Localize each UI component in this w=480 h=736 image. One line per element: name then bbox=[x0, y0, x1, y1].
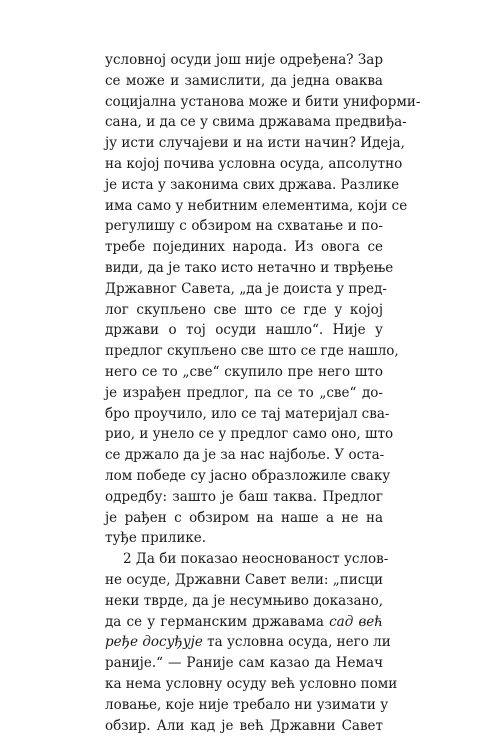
text-line bbox=[105, 424, 383, 445]
text-line bbox=[105, 549, 383, 570]
line-text: 2 Да би показао неоснованост услов- bbox=[123, 551, 388, 567]
line-text: условној осуди још није одређена? Зар bbox=[105, 52, 383, 68]
line-text: раније.“ — Раније сам казао да Немач bbox=[105, 655, 383, 671]
text-line bbox=[105, 716, 383, 736]
line-text: социјална установа може и бити униформи- bbox=[105, 94, 420, 110]
text-line bbox=[105, 50, 383, 71]
text-line bbox=[105, 695, 383, 716]
line-text: регулишу с обзиром на схватање и по- bbox=[105, 218, 383, 234]
line-text: неки тврде, да је несумњиво доказано, bbox=[105, 593, 383, 609]
text-line bbox=[105, 196, 383, 217]
text-line bbox=[105, 341, 383, 362]
text-line bbox=[105, 591, 383, 612]
line-text: је израђен предлог, па се то „све“ до- bbox=[105, 385, 383, 401]
line-text: не осуде, Државни Савет вели: „писци bbox=[105, 572, 383, 588]
text-line bbox=[105, 300, 383, 321]
text-line bbox=[105, 258, 383, 279]
line-text: Државног Савета, „да је доиста у пред- bbox=[105, 281, 387, 297]
line-text: је иста у законима свих држава. Разлике bbox=[105, 177, 399, 193]
text-line bbox=[105, 279, 383, 300]
line-text: него се то „све“ скупило пре него што bbox=[105, 364, 383, 380]
body-text bbox=[105, 50, 383, 736]
line-text: на којој почива условна осуда, апсолутно bbox=[105, 156, 402, 172]
line-text: се држало да је за нас најбоље. У оста- bbox=[105, 447, 384, 463]
line-text: је рађен с обзиром на наше а не на bbox=[105, 510, 383, 526]
text-line bbox=[105, 175, 383, 196]
line-text: да се у германским државама bbox=[105, 614, 329, 630]
text-line bbox=[105, 404, 383, 425]
text-line bbox=[105, 528, 383, 549]
text-line bbox=[105, 362, 383, 383]
line-text: одредбу: зашто је баш таква. Предлог bbox=[105, 489, 383, 505]
emphasis-text: сад већ bbox=[329, 614, 383, 630]
text-line bbox=[105, 133, 383, 154]
text-line bbox=[105, 71, 383, 92]
text-line bbox=[105, 674, 383, 695]
text-line bbox=[105, 632, 383, 653]
line-text: обзир. Али кад је већ Државни Савет bbox=[105, 718, 383, 734]
text-line bbox=[105, 112, 383, 133]
line-text: лог скупљено све што се где у којој bbox=[105, 302, 383, 318]
line-text: ју исти случајеви и на исти начин? Идеја, bbox=[105, 135, 405, 151]
text-line bbox=[105, 570, 383, 591]
text-line bbox=[105, 92, 383, 113]
line-text: види, да је тако исто нетачно и тврђење bbox=[105, 260, 393, 276]
line-text: ловање, које није требало ни узимати у bbox=[105, 697, 388, 713]
line-text: лом победе су јасно образложиле сваку bbox=[105, 468, 390, 484]
text-line bbox=[105, 508, 383, 529]
text-line bbox=[105, 320, 383, 341]
line-text: требе појединих народа. Из овога се bbox=[105, 239, 383, 255]
line-text-continuation: та условна осуда, него ли bbox=[203, 634, 391, 650]
text-line bbox=[105, 487, 383, 508]
text-line bbox=[105, 445, 383, 466]
line-text: сана, и да се у свима државама предвиђа- bbox=[105, 114, 407, 130]
text-line bbox=[105, 466, 383, 487]
text-line bbox=[105, 216, 383, 237]
line-text: ка нема условну осуду већ условно поми bbox=[105, 676, 397, 692]
line-text: туђе прилике. bbox=[105, 530, 206, 546]
line-text: рио, и унело се у предлог само оно, што bbox=[105, 426, 393, 442]
emphasis-text: рeђе досуђује bbox=[105, 634, 203, 650]
text-line bbox=[105, 653, 383, 674]
text-line bbox=[105, 154, 383, 175]
line-text: бро проучило, ило се тај материјал сва- bbox=[105, 406, 389, 422]
line-text: предлог скупљено све што се где нашло, bbox=[105, 343, 399, 359]
text-line bbox=[105, 383, 383, 404]
text-line bbox=[105, 612, 383, 633]
line-text: држави о тој осуди нашло“. Није у bbox=[105, 322, 383, 338]
text-line bbox=[105, 237, 383, 258]
line-text: се може и замислити, да једна оваква bbox=[105, 73, 383, 89]
line-text: има само у небитним елементима, који се bbox=[105, 198, 407, 214]
